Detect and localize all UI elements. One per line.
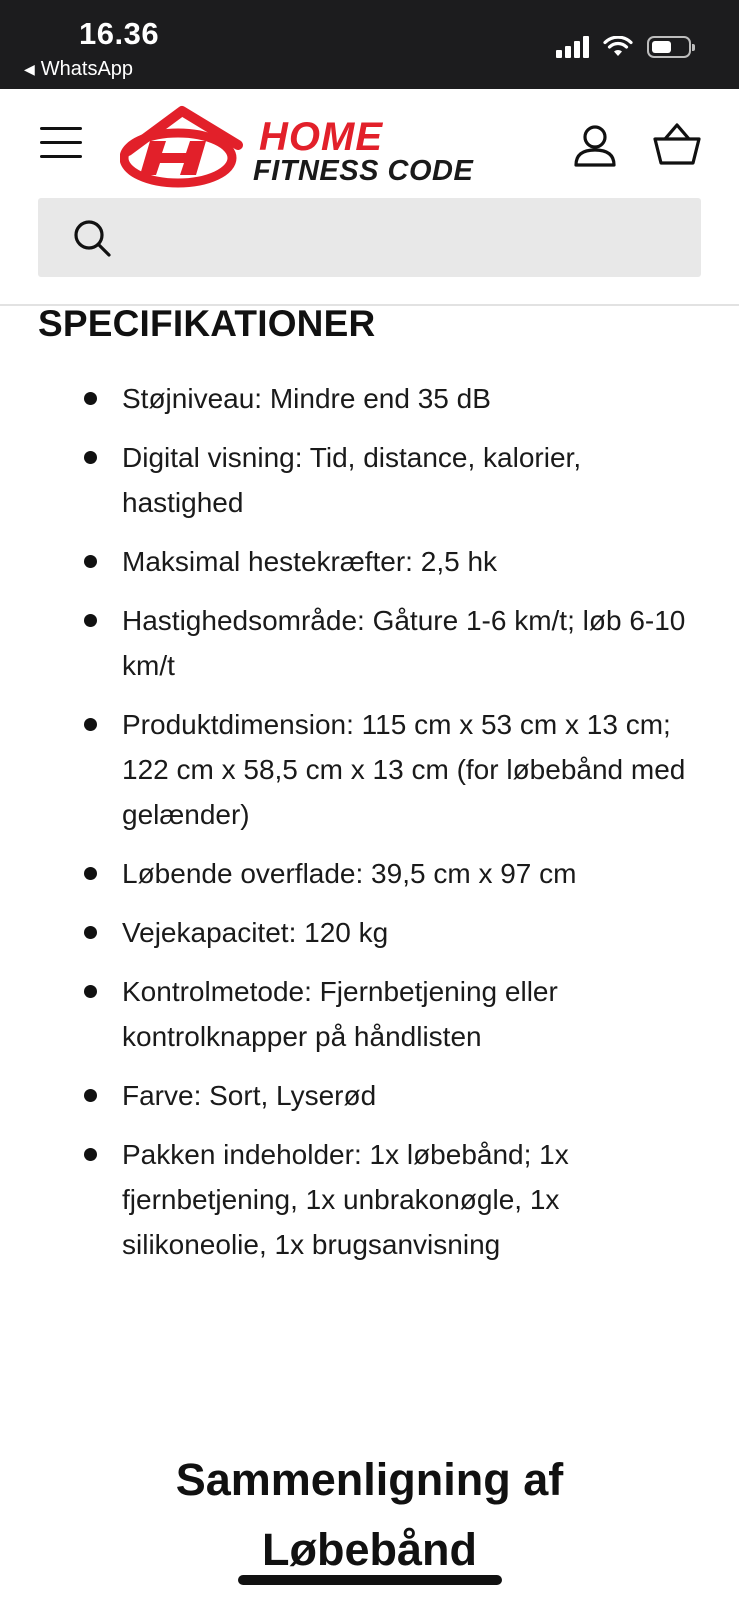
spec-text: Kontrolmetode: Fjernbetjening eller kontrolknapper på håndlisten (122, 976, 558, 1052)
spec-item (0, 851, 739, 896)
spec-item (0, 376, 739, 421)
bullet-icon (84, 1089, 97, 1102)
status-icons (556, 36, 691, 58)
bullet-icon (84, 867, 97, 880)
spec-text: Hastighedsområde: Gåture 1-6 km/t; løb 6-10 km/t (122, 605, 686, 681)
site-header (0, 89, 739, 306)
bullet-icon (84, 614, 97, 627)
spec-item (0, 435, 739, 525)
back-app-label: WhatsApp (40, 58, 134, 80)
spec-item (0, 969, 739, 1059)
comparison-heading-line1: Sammenligning af (175, 1454, 564, 1505)
specifications-list (0, 376, 739, 1281)
bullet-icon (84, 555, 97, 568)
hamburger-menu-icon[interactable] (40, 127, 82, 161)
wifi-icon (603, 36, 633, 58)
spec-text: Pakken indeholder: 1x løbebånd; 1x fjernbetjening, 1x unbrakonøgle, 1x silikoneolie, 1x brugsanvisning (122, 1139, 569, 1260)
comparison-heading (0, 1445, 739, 1585)
spec-item (0, 1073, 739, 1118)
logo-mark-icon (120, 103, 250, 189)
status-time: 16.36 (79, 16, 160, 51)
spec-text: Løbende overflade: 39,5 cm x 97 cm (122, 858, 577, 889)
search-bar[interactable] (38, 198, 701, 277)
bullet-icon (84, 718, 97, 731)
bullet-icon (84, 985, 97, 998)
spec-text: Støjniveau: Mindre end 35 dB (122, 383, 491, 414)
bullet-icon (84, 451, 97, 464)
bullet-icon (84, 1148, 97, 1161)
specifications-heading: SPECIFIKATIONER (38, 303, 376, 344)
home-indicator[interactable] (238, 1575, 502, 1585)
search-icon[interactable] (72, 218, 112, 258)
bullet-icon (84, 392, 97, 405)
spec-item (0, 539, 739, 584)
logo-line-home: HOME (259, 115, 383, 159)
comparison-heading-line2: Løbebånd (262, 1524, 477, 1575)
battery-icon (647, 36, 691, 58)
logo-line-fitness-code: FITNESS CODE (253, 155, 474, 187)
back-to-whatsapp-link[interactable] (24, 58, 133, 81)
back-triangle-icon: ◀ (24, 61, 35, 77)
cellular-signal-icon (556, 36, 589, 58)
basket-icon[interactable] (653, 123, 701, 167)
spec-text: Maksimal hestekræfter: 2,5 hk (122, 546, 498, 577)
spec-text: Produktdimension: 115 cm x 53 cm x 13 cm; 122 cm x 58,5 cm x 13 cm (for løbebånd med gelænder) (122, 709, 686, 830)
spec-text: Vejekapacitet: 120 kg (122, 917, 389, 948)
bullet-icon (84, 926, 97, 939)
user-icon[interactable] (572, 123, 618, 169)
status-bar (0, 0, 739, 89)
search-input[interactable] (128, 198, 691, 279)
spec-item (0, 1132, 739, 1267)
spec-item (0, 702, 739, 837)
spec-item (0, 598, 739, 688)
spec-text: Digital visning: Tid, distance, kalorier, hastighed (122, 442, 582, 518)
spec-item (0, 910, 739, 955)
spec-text: Farve: Sort, Lyserød (122, 1080, 377, 1111)
home-fitness-code-logo[interactable] (120, 103, 510, 193)
